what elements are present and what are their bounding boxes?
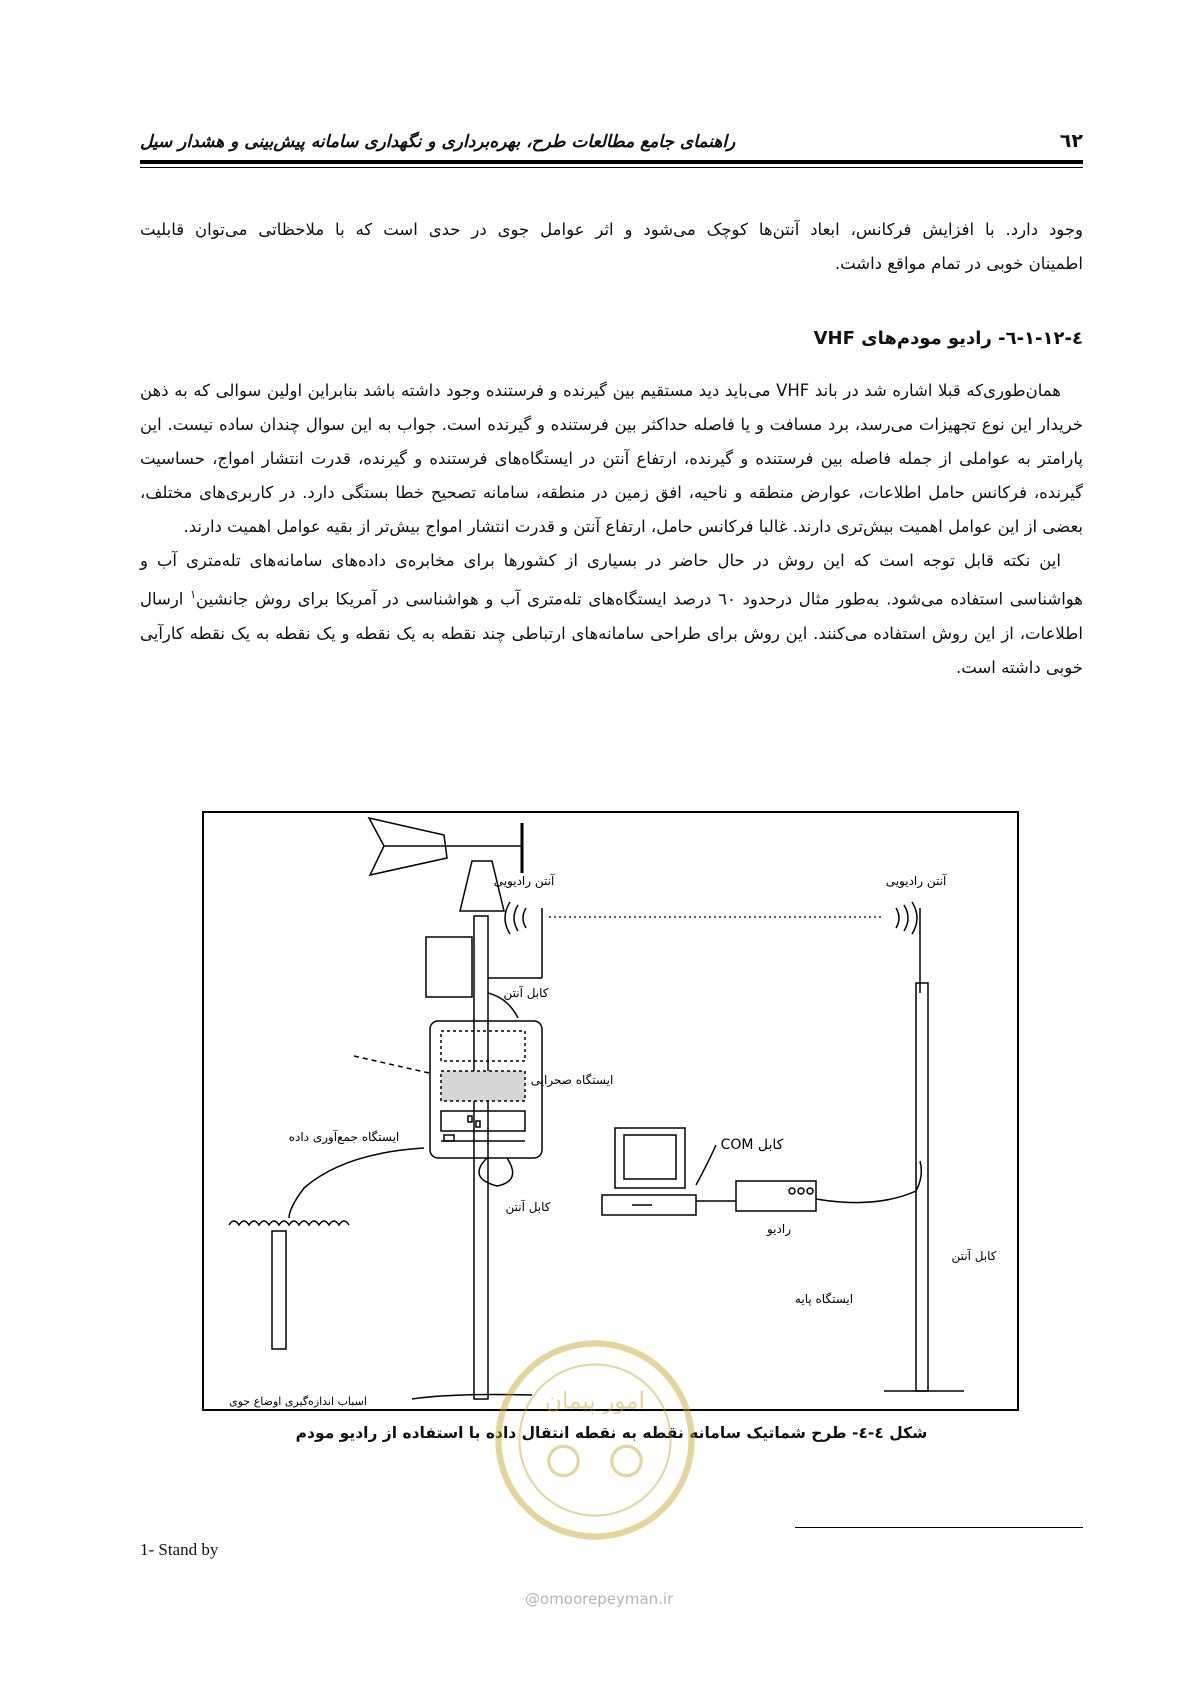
label-antenna-cable-mid: کابل آنتن [505,1200,551,1214]
label-radio: رادیو [766,1222,792,1236]
footnote: 1- Stand by [140,1540,219,1559]
figure-caption: شکل ٤-٤- طرح شماتیک سامانه نقطه به نقطه انتقال داده با استفاده از رادیو مودم [295,1424,928,1442]
intro-line-1: وجود دارد. با افزایش فرکانس، ابعاد آنتن‌ها کوچک می‌شود و اثر عوامل جوی در حدی است که با ملاحظاتی می‌توان قابلیت [140,220,1083,239]
footnote-rule [795,1527,1083,1528]
schematic-figure [202,811,1019,1411]
solar-panel-box [426,937,472,997]
radio-modem-icon [736,1181,816,1211]
label-weather-instruments: اسباب اندازه‌گیری اوضاع جوی [229,1395,367,1408]
radio-waves-right-icon [896,902,917,934]
section-body [140,374,1083,685]
paragraph-2-part-a: این نکته قابل توجه است که این روش در حال حاضر در بسیاری از کشورها برای مخابره‌ی داده‌های سامانه‌های تله‌متری آب و هواشناسی استفاده می‌شود. به‌طور مثال درحدود ٦٠ درصد ایستگاه‌های تله‌متری آب و هواشناسی در آمریکا برای روش جانشین [140,551,1083,609]
label-field-station: ایستگاه صحرایی [530,1073,614,1087]
label-radio-antenna-right: آنتن رادیویی [885,874,947,888]
radio-waves-left-icon [505,902,526,934]
schematic-drawing [204,813,1021,1413]
page-header [140,118,1083,166]
intro-paragraph [140,213,1083,281]
footnote-marker: ١ [190,588,197,601]
label-com-cable: کابل COM [720,1137,784,1153]
intro-line-2: اطمینان خوبی در تمام مواقع داشت. [834,254,1083,273]
header-title: راهنمای جامع مطالعات طرح، بهره‌برداری و نگهداری سامانه پیش‌بینی و هشدار سیل [140,132,736,152]
paragraph-2-part-b: ارسال اطلاعات، از این روش استفاده می‌کنند. این روش برای طراحی سامانه‌های ارتباطی چند نقطه به یک نقطه و یک نقطه به یک نقطه کارآیی خوبی داشته است. [140,589,1083,677]
page-number: ٦٢ [1059,130,1083,152]
paragraph-2 [140,544,1083,685]
label-antenna-cable-right: کابل آنتن [951,1249,997,1263]
label-antenna-cable-top: کابل آنتن [503,986,549,1000]
paragraph-1: همان‌طوری‌که قبلا اشاره شد در باند VHF می‌باید دید مستقیم بین گیرنده و فرستنده وجود داشته باشد بنابراین اولین سوالی که به ذهن خریدار این نوع تجهیزات می‌رسد، برد مسافت و یا فاصله حداکثر بین فرستنده و گیرنده است. جواب به این سوال چندان ساده نیست. این پارامتر به عواملی از جمله فاصله بین فرستنده و گیرنده، ارتفاع آنتن در ایستگاه‌های فرستنده و گیرنده، قدرت انتشار امواج، حساسیت گیرنده، فرکانس حامل اطلاعات، عوارض منطقه و ناحیه، افق زمین در منطقه، سامانه تصحیح خطا بستگی دارد. در کاربری‌های مختلف، بعضی از این عوامل اهمیت بیش‌تری دارند. غالبا فرکانس حامل، ارتفاع آنتن و قدرت انتشار امواج بیش‌تر از بقیه عوامل اهمیت دارند. [140,381,1083,536]
section-heading: ٤-١٢-١-٦- رادیو مودم‌های VHF [813,328,1083,349]
water-level-probe [272,1231,286,1349]
label-data-logger: ایستگاه جمع‌آوری داده [288,1130,400,1144]
header-rule-thick [140,160,1083,164]
watermark-url: @omoorepeyman.ir [525,1590,674,1608]
label-base-station: ایستگاه پایه [794,1292,854,1306]
watermark-logo-text: امور پیمان [545,1388,645,1415]
label-radio-antenna-left: آنتن رادیویی [493,874,555,888]
watermark-logo [490,1335,700,1545]
header-rule-thin [140,167,1083,168]
